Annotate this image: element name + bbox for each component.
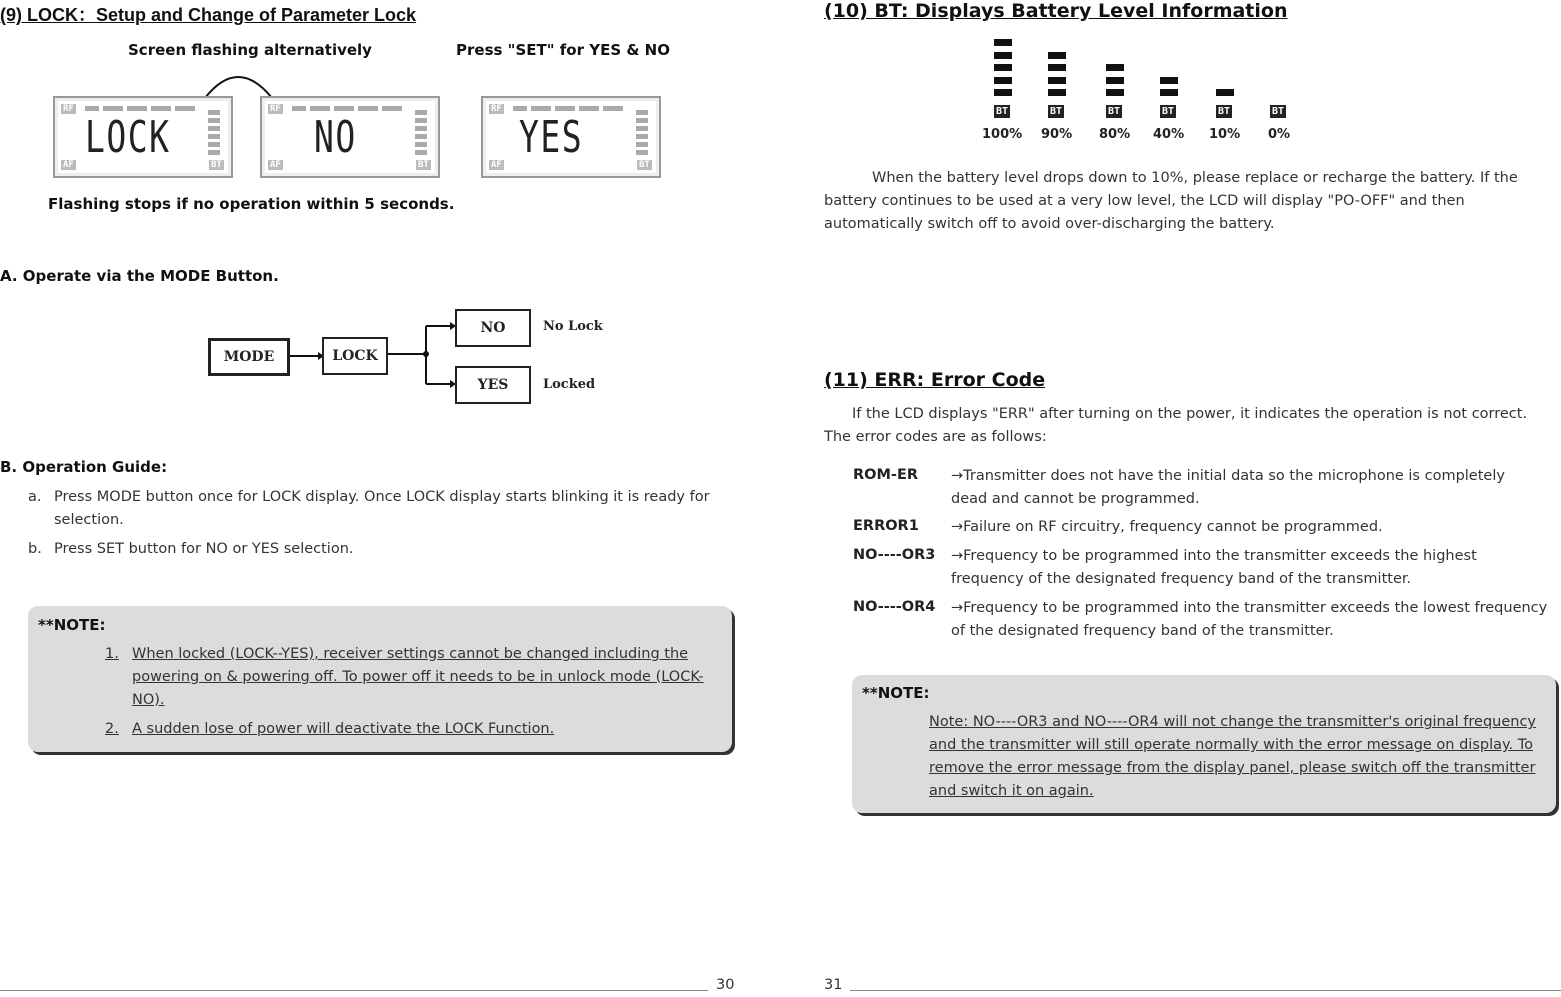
battery-segment [994, 64, 1012, 71]
lock-heading: (9) LOCK：Setup and Change of Parameter Lock [0, 5, 417, 25]
lock-note-box [28, 606, 732, 752]
battery-segment [1106, 89, 1124, 96]
flash-label: Screen flashing alternatively [128, 41, 372, 59]
error-code: ROM-ER [853, 467, 919, 483]
guide-a-text: Press MODE button once for LOCK display. Once LOCK display starts blinking it is ready for selection. [54, 489, 710, 528]
err-heading: (11) ERR: Error Code [824, 369, 1046, 391]
note-1-text: When locked (LOCK--YES), receiver settings cannot be changed including the powering on & powering off. To power off it needs to be in unlock mode (LOCK-NO). [132, 646, 704, 708]
error-desc: →Frequency to be programmed into the transmitter exceeds the highest frequency of the designated frequency band of the transmitter. [951, 548, 1477, 587]
battery-segment [994, 77, 1012, 84]
lcd-text-lock: LOCK [85, 112, 171, 163]
note-title: **NOTE: [38, 616, 106, 634]
error-desc: →Frequency to be programmed into the transmitter exceeds the lowest frequency of the designated frequency band of the transmitter. [951, 600, 1548, 639]
footer-rule-left [0, 990, 708, 991]
footer-rule-right [850, 990, 1561, 991]
err-paragraph: If the LCD displays "ERR" after turning on the power, it indicates the operation is not correct. The error codes are as follows: [824, 406, 1528, 445]
lcd-yes [481, 96, 661, 178]
battery-segment [1048, 77, 1066, 84]
section-b-heading: B. Operation Guide: [0, 458, 168, 476]
battery-segment [1048, 64, 1066, 71]
error-code: NO----OR3 [853, 547, 936, 563]
no-lock-label: No Lock [543, 319, 603, 334]
bt-icon: BT [1218, 106, 1231, 117]
flash-stop-text: Flashing stops if no operation within 5 seconds. [48, 195, 455, 213]
battery-percent-label: 0% [1268, 127, 1291, 142]
note-2-num: 2. [105, 721, 119, 737]
battery-segment [1160, 77, 1178, 84]
locked-label: Locked [543, 377, 596, 392]
battery-heading: (10) BT: Displays Battery Level Information [824, 0, 1288, 22]
bt-icon: BT [1050, 106, 1063, 117]
battery-percent-label: 90% [1041, 127, 1073, 142]
flow-lock-label: LOCK [332, 348, 378, 364]
af-tag: AF [63, 160, 74, 170]
battery-percent-label: 80% [1099, 127, 1131, 142]
lcd-no [260, 96, 440, 178]
battery-segment [994, 89, 1012, 96]
battery-paragraph: When the battery level drops down to 10%, please replace or recharge the battery. If the battery continues to be used at a very low level, the LCD will display "PO-OFF" and then automatically switch off to avoid over-discharging the battery. [824, 170, 1518, 232]
press-set-label: Press "SET" for YES & NO [456, 41, 670, 59]
af-tag: AF [270, 160, 281, 170]
error-code: ERROR1 [853, 518, 919, 534]
battery-segment [1160, 89, 1178, 96]
err-note-box [852, 675, 1556, 813]
mode-button [208, 338, 290, 376]
flow-no-label: NO [480, 320, 506, 336]
battery-segment [994, 39, 1012, 46]
note-1-num: 1. [105, 646, 119, 662]
page-number-30: 30 [716, 977, 735, 993]
error-desc: →Transmitter does not have the initial data so the microphone is completely dead and cannot be programmed. [951, 468, 1505, 507]
rf-tag: RF [270, 104, 281, 114]
guide-b-letter: b. [28, 541, 42, 557]
error-desc: →Failure on RF circuitry, frequency cannot be programmed. [951, 519, 1383, 535]
battery-percent-label: 100% [982, 127, 1023, 142]
af-tag: AF [491, 160, 502, 170]
bt-icon: BT [1272, 106, 1285, 117]
bt-tag: BT [211, 160, 222, 170]
battery-segment [1106, 64, 1124, 71]
battery-percent-label: 10% [1209, 127, 1241, 142]
flow-yes-label: YES [477, 377, 509, 393]
lcd-text-yes: YES [519, 112, 584, 163]
bt-icon: BT [1162, 106, 1175, 117]
bt-icon: BT [996, 106, 1009, 117]
flow-lock-box [322, 337, 388, 375]
flow-no-box [455, 309, 531, 347]
error-code: NO----OR4 [853, 599, 936, 615]
battery-segment [1048, 89, 1066, 96]
lcd-text-no: NO [314, 112, 357, 163]
bt-tag: BT [418, 160, 429, 170]
note-2-text: A sudden lose of power will deactivate the LOCK Function. [132, 721, 555, 737]
rf-tag: RF [63, 104, 74, 114]
battery-segment [1106, 77, 1124, 84]
section-a-heading: A. Operate via the MODE Button. [0, 267, 279, 285]
guide-b-text: Press SET button for NO or YES selection. [54, 541, 354, 557]
bt-icon: BT [1108, 106, 1121, 117]
page-number-31: 31 [824, 977, 843, 993]
lcd-lock [53, 96, 233, 178]
guide-a-letter: a. [28, 489, 42, 505]
err-note-text: Note: NO----OR3 and NO----OR4 will not change the transmitter's original frequency and the transmitter will still operate normally with the error message on display. To remove the error message from the display panel, please switch off the transmitter and switch it on again. [929, 714, 1536, 799]
battery-segment [994, 52, 1012, 59]
battery-segment [1216, 89, 1234, 96]
bt-tag: BT [639, 160, 650, 170]
battery-segment [1048, 52, 1066, 59]
battery-percent-label: 40% [1153, 127, 1185, 142]
flow-yes-box [455, 366, 531, 404]
mode-label: MODE [223, 349, 275, 365]
err-note-title: **NOTE: [862, 684, 930, 702]
rf-tag: RF [491, 104, 502, 114]
